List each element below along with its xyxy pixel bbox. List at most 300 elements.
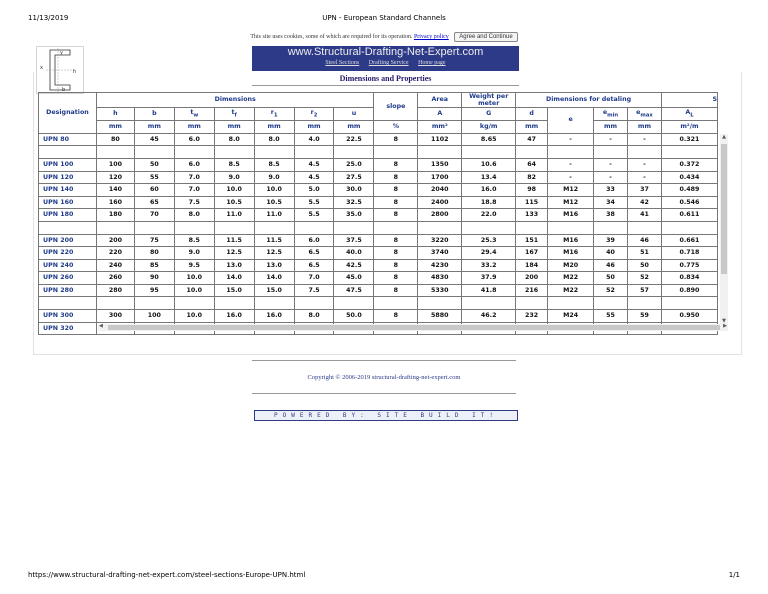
- table-cell: 8.5: [254, 159, 294, 172]
- table-cell: 8: [374, 171, 418, 184]
- table-cell: 115: [516, 196, 548, 209]
- table-cell: -: [594, 159, 628, 172]
- table-cell: [594, 221, 628, 234]
- table-cell: 40: [594, 247, 628, 260]
- table-cell: 46: [594, 259, 628, 272]
- table-cell: 15.0: [254, 284, 294, 297]
- table-cell: [134, 297, 174, 310]
- designation-cell: UPN 320: [39, 322, 97, 335]
- table-cell: [174, 297, 214, 310]
- table-cell: 1350: [418, 159, 462, 172]
- table-cell: 300: [96, 310, 134, 323]
- table-cell: 3220: [418, 234, 462, 247]
- table-cell: M16: [548, 247, 594, 260]
- upn-properties-table: [38, 92, 718, 335]
- table-cell: 9.0: [254, 171, 294, 184]
- table-cell: 240: [96, 259, 134, 272]
- table-cell: 8.65: [462, 133, 516, 146]
- table-cell: -: [628, 171, 662, 184]
- table-cell: 0.372: [661, 159, 717, 172]
- table-cell: 8.5: [214, 159, 254, 172]
- table-cell: [462, 297, 516, 310]
- designation-cell: UPN 140: [39, 184, 97, 197]
- unit-slope: %: [374, 121, 418, 134]
- table-cell: [516, 297, 548, 310]
- header-r2: $r_2$: [294, 108, 334, 121]
- table-cell: 200: [516, 272, 548, 285]
- table-cell: 2800: [418, 209, 462, 222]
- agree-continue-button[interactable]: Agree and Continue: [454, 32, 517, 42]
- table-cell: 47.5: [334, 284, 374, 297]
- table-cell: 13.0: [254, 259, 294, 272]
- cookie-text: This site uses cookies, some of which are required for its operation.: [250, 34, 413, 40]
- table-cell: 220: [96, 247, 134, 260]
- header-G: G: [462, 108, 516, 121]
- table-cell: [39, 297, 97, 310]
- table-cell: 1102: [418, 133, 462, 146]
- table-cell: 8.0: [174, 209, 214, 222]
- table-cell: 0.950: [661, 310, 717, 323]
- table-cell: 38: [594, 209, 628, 222]
- table-cell: 8: [374, 133, 418, 146]
- table-cell: 100: [96, 159, 134, 172]
- table-cell: 140: [96, 184, 134, 197]
- table-cell: 4830: [418, 272, 462, 285]
- table-cell: 30.0: [334, 184, 374, 197]
- section-heading: Dimensions and Properties: [339, 74, 432, 83]
- table-row: [39, 159, 718, 172]
- table-cell: 59: [628, 310, 662, 323]
- site-banner: [252, 46, 519, 71]
- table-cell: -: [548, 133, 594, 146]
- table-cell: 55: [594, 310, 628, 323]
- table-cell: 15.0: [214, 284, 254, 297]
- designation-cell: UPN 220: [39, 247, 97, 260]
- designation-cell: UPN 80: [39, 133, 97, 146]
- table-cell: [294, 221, 334, 234]
- table-cell: [39, 221, 97, 234]
- table-cell: -: [594, 171, 628, 184]
- scroll-down-icon[interactable]: ▼: [722, 318, 726, 324]
- table-cell: 11.5: [254, 234, 294, 247]
- footer-divider-top: [252, 360, 516, 361]
- unit-tf: mm: [214, 121, 254, 134]
- site-banner-title[interactable]: www.Structural-Drafting-Net-Expert.com: [287, 46, 484, 58]
- table-cell: 75: [134, 234, 174, 247]
- table-cell: 200: [96, 234, 134, 247]
- unit-r2: mm: [294, 121, 334, 134]
- table-cell: 11.5: [214, 234, 254, 247]
- header-last: S: [661, 93, 717, 108]
- table-cell: 29.4: [462, 247, 516, 260]
- table-cell: [594, 297, 628, 310]
- table-cell: 14.0: [254, 272, 294, 285]
- table-row: [39, 234, 718, 247]
- table-cell: [661, 146, 717, 159]
- table-cell: 8.0: [214, 133, 254, 146]
- table-cell: 1700: [418, 171, 462, 184]
- table-cell: 8: [374, 196, 418, 209]
- table-row: [39, 310, 718, 323]
- table-cell: [334, 146, 374, 159]
- table-cell: [174, 146, 214, 159]
- table-cell: 5880: [418, 310, 462, 323]
- table-cell: 9.5: [174, 259, 214, 272]
- header-A: A: [418, 108, 462, 121]
- table-cell: [661, 297, 717, 310]
- table-cell: 46: [628, 234, 662, 247]
- horizontal-scrollbar[interactable]: [98, 324, 728, 331]
- unit-b: mm: [134, 121, 174, 134]
- table-cell: [214, 297, 254, 310]
- print-page-number: 1/1: [728, 571, 740, 579]
- designation-cell: UPN 160: [39, 196, 97, 209]
- designation-cell: UPN 240: [39, 259, 97, 272]
- table-cell: 85: [134, 259, 174, 272]
- table-spacer-row: [39, 146, 718, 159]
- table-cell: 133: [516, 209, 548, 222]
- table-cell: 27.5: [334, 171, 374, 184]
- table-cell: -: [628, 159, 662, 172]
- table-cell: [418, 221, 462, 234]
- table-cell: 8: [374, 184, 418, 197]
- table-cell: 51: [628, 247, 662, 260]
- table-cell: 35.0: [334, 209, 374, 222]
- table-cell: 10.5: [254, 196, 294, 209]
- table-cell: 6.5: [294, 247, 334, 260]
- table-cell: M12: [548, 184, 594, 197]
- table-cell: 184: [516, 259, 548, 272]
- table-cell: 0.321: [661, 133, 717, 146]
- header-b: b: [134, 108, 174, 121]
- table-cell: [661, 221, 717, 234]
- table-cell: 5.5: [294, 196, 334, 209]
- table-cell: 12.5: [254, 247, 294, 260]
- table-cell: 40.0: [334, 247, 374, 260]
- unit-G: kg/m: [462, 121, 516, 134]
- table-cell: M22: [548, 284, 594, 297]
- table-cell: 10.0: [214, 184, 254, 197]
- designation-cell: UPN 120: [39, 171, 97, 184]
- vertical-scroll-thumb[interactable]: [721, 144, 727, 274]
- table-cell: 22.0: [462, 209, 516, 222]
- table-cell: 4.0: [294, 133, 334, 146]
- table-cell: 42: [628, 196, 662, 209]
- table-cell: 16.0: [254, 310, 294, 323]
- svg-text:h: h: [73, 69, 77, 75]
- table-cell: 55: [134, 171, 174, 184]
- table-cell: 6.5: [294, 259, 334, 272]
- table-cell: 8: [374, 259, 418, 272]
- table-cell: 9.0: [214, 171, 254, 184]
- table-cell: 0.611: [661, 209, 717, 222]
- table-cell: 45.0: [334, 272, 374, 285]
- table-row: [39, 247, 718, 260]
- designation-cell: UPN 180: [39, 209, 97, 222]
- table-cell: -: [548, 171, 594, 184]
- copyright-text: Copyright © 2006-2019 structural-drafting-net-expert.com: [307, 374, 461, 381]
- table-cell: [628, 297, 662, 310]
- table-cell: [628, 146, 662, 159]
- table-cell: 0.775: [661, 259, 717, 272]
- table-cell: 10.0: [174, 310, 214, 323]
- table-cell: [254, 297, 294, 310]
- table-row: [39, 171, 718, 184]
- horizontal-scroll-thumb[interactable]: [108, 325, 720, 330]
- table-cell: [134, 146, 174, 159]
- table-cell: [96, 221, 134, 234]
- table-cell: [594, 146, 628, 159]
- scroll-left-icon[interactable]: ◀: [99, 323, 103, 329]
- table-cell: -: [628, 133, 662, 146]
- table-cell: 160: [96, 196, 134, 209]
- table-cell: [294, 146, 334, 159]
- table-cell: 0.546: [661, 196, 717, 209]
- unit-A: mm²: [418, 121, 462, 134]
- table-cell: 47: [516, 133, 548, 146]
- table-cell: 10.0: [254, 184, 294, 197]
- table-cell: 5.0: [294, 184, 334, 197]
- table-cell: 0.890: [661, 284, 717, 297]
- header-emin: $e_{min}$: [594, 108, 628, 121]
- header-tf: $t_f$: [214, 108, 254, 121]
- header-weight: Weight per meter: [462, 93, 516, 108]
- table-cell: 2040: [418, 184, 462, 197]
- table-cell: 8.5: [174, 234, 214, 247]
- table-cell: 37.9: [462, 272, 516, 285]
- table-cell: 37.5: [334, 234, 374, 247]
- table-row: [39, 284, 718, 297]
- table-row: [39, 184, 718, 197]
- table-cell: 5330: [418, 284, 462, 297]
- table-cell: 6.0: [174, 159, 214, 172]
- table-cell: 7.5: [174, 196, 214, 209]
- header-slope: slope: [374, 93, 418, 121]
- designation-cell: UPN 300: [39, 310, 97, 323]
- nav-steel-sections[interactable]: Steel Sections: [325, 60, 360, 66]
- table-cell: 232: [516, 310, 548, 323]
- table-cell: 0.434: [661, 171, 717, 184]
- table-row: [39, 259, 718, 272]
- unit-AL: m²/m: [661, 121, 717, 134]
- table-cell: -: [548, 159, 594, 172]
- table-cell: 100: [134, 310, 174, 323]
- table-cell: 45: [134, 133, 174, 146]
- table-cell: 11.0: [214, 209, 254, 222]
- table-cell: 50: [594, 272, 628, 285]
- table-cell: [254, 221, 294, 234]
- privacy-policy-link[interactable]: Privacy policy: [413, 34, 449, 40]
- table-cell: 95: [134, 284, 174, 297]
- table-cell: [548, 221, 594, 234]
- table-cell: [294, 297, 334, 310]
- table-cell: 8: [374, 310, 418, 323]
- table-cell: 50: [134, 159, 174, 172]
- table-cell: 7.0: [174, 184, 214, 197]
- table-cell: M20: [548, 259, 594, 272]
- table-cell: 120: [96, 171, 134, 184]
- table-cell: [462, 146, 516, 159]
- table-cell: 8: [374, 272, 418, 285]
- table-cell: 11.0: [254, 209, 294, 222]
- table-cell: 33: [594, 184, 628, 197]
- header-r1: $r_1$: [254, 108, 294, 121]
- table-cell: 260: [96, 272, 134, 285]
- table-cell: 52: [594, 284, 628, 297]
- unit-r1: mm: [254, 121, 294, 134]
- table-cell: 280: [96, 284, 134, 297]
- designation-cell: UPN 100: [39, 159, 97, 172]
- table-cell: [548, 146, 594, 159]
- table-cell: 18.8: [462, 196, 516, 209]
- table-row: [39, 209, 718, 222]
- table-cell: 50.0: [334, 310, 374, 323]
- table-cell: [214, 221, 254, 234]
- svg-text:b: b: [62, 87, 66, 93]
- table-cell: [374, 221, 418, 234]
- unit-h: mm: [96, 121, 134, 134]
- table-cell: 39: [594, 234, 628, 247]
- table-cell: 10.0: [174, 272, 214, 285]
- vertical-scrollbar[interactable]: [720, 134, 728, 324]
- table-cell: 10.0: [174, 284, 214, 297]
- table-cell: 8: [374, 284, 418, 297]
- table-cell: 151: [516, 234, 548, 247]
- table-cell: [39, 146, 97, 159]
- designation-cell: UPN 280: [39, 284, 97, 297]
- unit-emin: mm: [594, 121, 628, 134]
- table-cell: 180: [96, 209, 134, 222]
- svg-text:y: y: [60, 50, 63, 56]
- unit-u: mm: [334, 121, 374, 134]
- table-cell: 64: [516, 159, 548, 172]
- table-cell: 90: [134, 272, 174, 285]
- table-cell: 98: [516, 184, 548, 197]
- table-cell: [548, 297, 594, 310]
- table-cell: 50: [628, 259, 662, 272]
- table-cell: 0.489: [661, 184, 717, 197]
- nav-home-page[interactable]: Home page: [418, 60, 446, 66]
- table-cell: 4.5: [294, 159, 334, 172]
- table-cell: [418, 297, 462, 310]
- table-cell: 46.2: [462, 310, 516, 323]
- table-cell: [374, 297, 418, 310]
- table-cell: 82: [516, 171, 548, 184]
- svg-text:x: x: [40, 65, 43, 71]
- table-cell: M24: [548, 310, 594, 323]
- table-cell: [214, 146, 254, 159]
- table-cell: 8: [374, 234, 418, 247]
- header-d: d: [516, 108, 548, 121]
- header-area: Area: [418, 93, 462, 108]
- table-cell: 13.4: [462, 171, 516, 184]
- table-cell: 8.0: [254, 133, 294, 146]
- table-cell: 25.3: [462, 234, 516, 247]
- table-cell: 8.0: [294, 310, 334, 323]
- table-cell: 80: [134, 247, 174, 260]
- table-cell: [254, 146, 294, 159]
- table-cell: M16: [548, 209, 594, 222]
- table-cell: 0.718: [661, 247, 717, 260]
- powered-by-badge[interactable]: POWERED BY: SITE BUILD IT!: [254, 410, 518, 421]
- table-cell: 10.6: [462, 159, 516, 172]
- table-cell: 16.0: [462, 184, 516, 197]
- table-cell: 16.0: [214, 310, 254, 323]
- table-cell: 60: [134, 184, 174, 197]
- heading-divider: [252, 85, 519, 86]
- table-cell: [374, 146, 418, 159]
- cookie-notice: [0, 32, 768, 42]
- scroll-up-icon[interactable]: ▲: [722, 134, 726, 140]
- table-cell: 0.661: [661, 234, 717, 247]
- table-cell: 0.834: [661, 272, 717, 285]
- print-page-title: UPN - European Standard Channels: [322, 14, 446, 22]
- table-cell: 2400: [418, 196, 462, 209]
- table-cell: 7.0: [294, 272, 334, 285]
- table-cell: 41.8: [462, 284, 516, 297]
- table-cell: 8: [374, 209, 418, 222]
- table-cell: 22.5: [334, 133, 374, 146]
- table-cell: M22: [548, 272, 594, 285]
- table-cell: 37: [628, 184, 662, 197]
- table-cell: [628, 221, 662, 234]
- unit-emax: mm: [628, 121, 662, 134]
- table-cell: [96, 297, 134, 310]
- table-cell: 25.0: [334, 159, 374, 172]
- table-cell: 3740: [418, 247, 462, 260]
- unit-tw: mm: [174, 121, 214, 134]
- table-body: [39, 133, 718, 335]
- designation-cell: UPN 200: [39, 234, 97, 247]
- table-cell: 13.0: [214, 259, 254, 272]
- header-o: e: [548, 108, 594, 134]
- table-cell: [174, 221, 214, 234]
- print-url: https://www.structural-drafting-net-expert.com/steel-sections-Europe-UPN.html: [28, 571, 306, 579]
- nav-drafting-service[interactable]: Drafting Service: [368, 60, 409, 66]
- scroll-right-icon[interactable]: ▶: [723, 323, 727, 329]
- table-cell: [134, 221, 174, 234]
- table-cell: M16: [548, 234, 594, 247]
- table-cell: 52: [628, 272, 662, 285]
- table-spacer-row: [39, 221, 718, 234]
- header-dimensions: Dimensions: [96, 93, 373, 108]
- table-cell: 57: [628, 284, 662, 297]
- table-row: [39, 133, 718, 146]
- table-cell: 167: [516, 247, 548, 260]
- table-cell: 70: [134, 209, 174, 222]
- table-cell: 7.5: [294, 284, 334, 297]
- table-cell: [334, 297, 374, 310]
- table-cell: 10.5: [214, 196, 254, 209]
- table-cell: 216: [516, 284, 548, 297]
- table-cell: 12.5: [214, 247, 254, 260]
- table-cell: 33.2: [462, 259, 516, 272]
- table-cell: M12: [548, 196, 594, 209]
- table-cell: 8: [374, 159, 418, 172]
- table-cell: [334, 221, 374, 234]
- table-cell: [96, 146, 134, 159]
- table-cell: 6.0: [294, 234, 334, 247]
- table-cell: [516, 221, 548, 234]
- table-cell: [462, 221, 516, 234]
- table-cell: 5.5: [294, 209, 334, 222]
- table-row: [39, 272, 718, 285]
- header-AL: $A_L$: [661, 108, 717, 121]
- table-cell: [418, 146, 462, 159]
- table-cell: 65: [134, 196, 174, 209]
- table-cell: 42.5: [334, 259, 374, 272]
- header-designation: Designation: [39, 93, 97, 134]
